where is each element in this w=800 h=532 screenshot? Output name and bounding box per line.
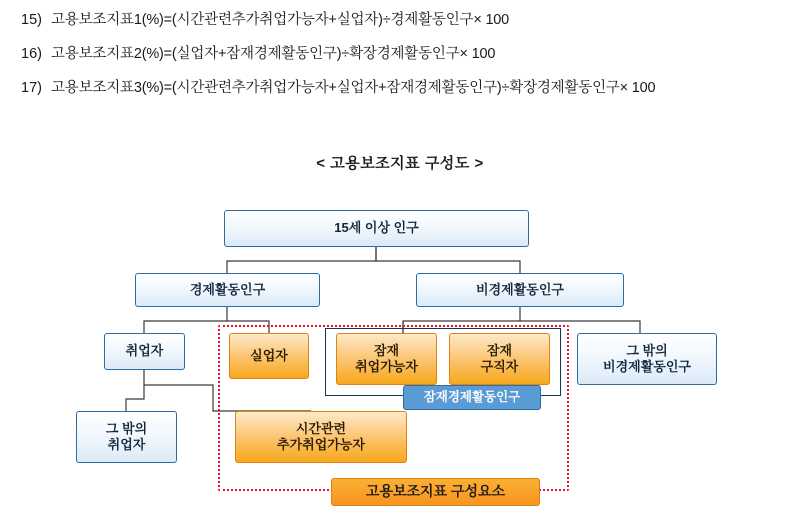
- node-other-not-economically-active: [577, 333, 717, 385]
- node-label-line2: 비경제활동인구: [603, 359, 691, 374]
- formula-list: [0, 10, 800, 111]
- node-population-15-and-over: [224, 210, 529, 247]
- node-label-line2: 취업가능자: [355, 359, 418, 374]
- node-label-line2: 구직자: [480, 359, 519, 374]
- formula-number: 15): [21, 12, 42, 28]
- legend-label: 고용보조지표 구성요소: [365, 483, 506, 500]
- formula-text: 고용보조지표2(%)=(실업자+잠재경제활동인구)÷확장경제활동인구× 100: [51, 45, 496, 62]
- formula-number: 16): [21, 45, 42, 62]
- node-potential-jobseeker: [449, 333, 550, 385]
- diagram-title: < 고용보조지표 구성도 >: [316, 155, 484, 172]
- formula-row: [0, 44, 800, 66]
- node-label-line1: 시간관련: [295, 420, 347, 436]
- node-economically-active: [135, 273, 320, 307]
- node-label: 실업자: [250, 347, 288, 363]
- formula-text: 고용보조지표3(%)=(시간관련추가취업가능자+실업자+잠재경제활동인구)÷확장경제활동인구× 100: [51, 79, 656, 96]
- node-label: 잠재경제활동인구: [423, 389, 521, 404]
- node-potential-employable: [336, 333, 437, 385]
- node-not-economically-active: [416, 273, 624, 307]
- formula-text: 고용보조지표1(%)=(시간관련추가취업가능자+실업자)÷경제활동인구× 100: [51, 12, 510, 28]
- node-label-line1: 그 밖의: [626, 342, 668, 358]
- formula-number: 17): [21, 79, 42, 96]
- node-potential-economically-active: [403, 385, 541, 410]
- node-time-related-additional-employable: [235, 411, 407, 463]
- formula-row: [0, 10, 800, 32]
- formula-row: [0, 78, 800, 100]
- node-label-line1: 그 밖의: [105, 420, 148, 436]
- node-label-line1: 잠재: [486, 342, 513, 358]
- node-other-employed: [76, 411, 177, 463]
- node-unemployed: [229, 333, 309, 379]
- node-label-line1: 잠재: [373, 342, 400, 358]
- node-label: 경제활동인구: [189, 281, 266, 297]
- node-label-line2: 추가취업가능자: [277, 437, 365, 452]
- node-employed: [104, 333, 185, 370]
- node-label-line2: 취업자: [107, 437, 146, 452]
- node-label: 15세 이상 인구: [334, 220, 419, 236]
- employment-indicator-diagram: [0, 185, 800, 525]
- legend-supplementary-indicator-components: [331, 478, 540, 506]
- node-label: 비경제활동인구: [476, 281, 564, 297]
- node-label: 취업자: [125, 343, 164, 359]
